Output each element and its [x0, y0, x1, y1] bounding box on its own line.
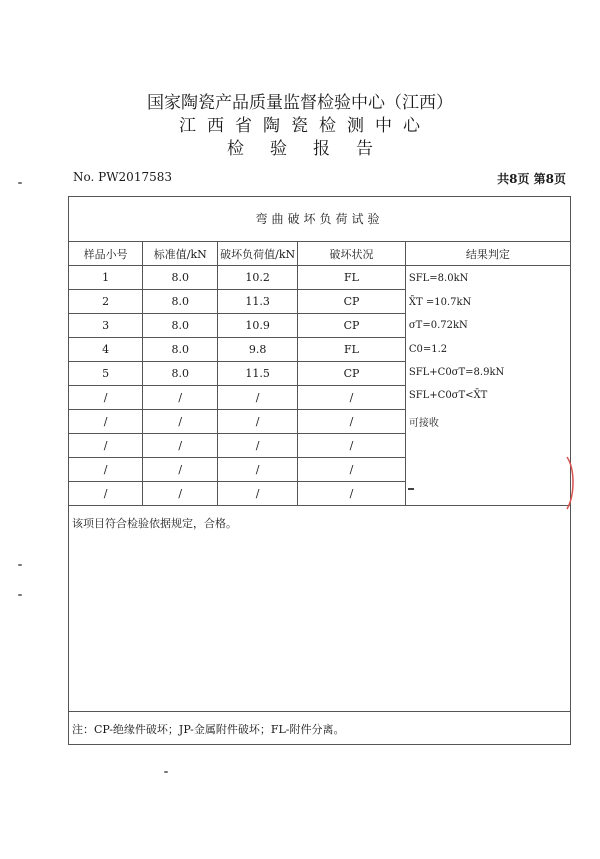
load-value-cell: / [218, 386, 298, 410]
load-value-cell: 11.5 [218, 362, 298, 386]
sample-no-cell: 5 [69, 362, 143, 386]
standard-value-cell: 8.0 [143, 314, 218, 338]
page-info: 共8页 第8页 [497, 172, 566, 186]
col-header-failure: 破坏状况 [298, 242, 406, 266]
load-value-cell: 9.8 [218, 338, 298, 362]
standard-value-cell: / [143, 434, 218, 458]
failure-mode-cell: CP [298, 362, 406, 386]
report-frame [68, 196, 571, 745]
report-number: No. PW2017583 [73, 170, 172, 184]
col-header-load: 破坏负荷值/kN [218, 242, 298, 266]
load-value-cell: / [218, 410, 298, 434]
sample-no-cell: / [69, 434, 143, 458]
scan-speck [18, 564, 22, 566]
load-value-cell: 10.9 [218, 314, 298, 338]
standard-value-cell: / [143, 482, 218, 506]
load-value-cell: / [218, 458, 298, 482]
col-header-standard: 标准值/kN [143, 242, 218, 266]
end-mark [408, 488, 414, 490]
result-line: SFL+C0σT=8.9kN [408, 367, 505, 378]
notes-divider [69, 711, 570, 712]
sample-no-cell: 4 [69, 338, 143, 362]
result-line: 可接收 [408, 418, 439, 429]
standard-value-cell: / [143, 458, 218, 482]
table-header-row [69, 242, 570, 266]
result-line: X̄T =10.7kN [408, 297, 472, 308]
load-value-cell: / [218, 482, 298, 506]
scan-speck [164, 771, 168, 773]
load-value-cell: / [218, 434, 298, 458]
load-value-cell: 10.2 [218, 266, 298, 290]
sample-no-cell: / [69, 386, 143, 410]
failure-mode-cell: / [298, 434, 406, 458]
sample-no-cell: 1 [69, 266, 143, 290]
failure-mode-cell: / [298, 482, 406, 506]
standard-value-cell: / [143, 410, 218, 434]
result-line: SFL=8.0kN [408, 273, 469, 284]
lab-name: 江西省陶瓷检测中心 [179, 116, 431, 136]
col-header-sample: 样品小号 [69, 242, 143, 266]
standard-value-cell: 8.0 [143, 266, 218, 290]
sample-no-cell: 2 [69, 290, 143, 314]
report-title: 检验报告 [227, 139, 399, 159]
result-line: C0=1.2 [408, 344, 448, 355]
scan-speck [18, 182, 22, 184]
stamp-edge-mark [555, 455, 579, 511]
conclusion-text: 该项目符合检验依据规定，合格。 [72, 517, 237, 530]
sample-no-cell: / [69, 410, 143, 434]
standard-value-cell: 8.0 [143, 338, 218, 362]
failure-mode-cell: CP [298, 290, 406, 314]
failure-mode-cell: FL [298, 266, 406, 290]
standard-value-cell: 8.0 [143, 362, 218, 386]
result-judgement-cell [405, 266, 570, 506]
sample-no-cell: / [69, 458, 143, 482]
institution-name: 国家陶瓷产品质量监督检验中心（江西） [147, 93, 453, 113]
table-row [69, 266, 570, 290]
results-table [69, 242, 570, 506]
failure-mode-cell: FL [298, 338, 406, 362]
failure-mode-cell: / [298, 458, 406, 482]
failure-mode-cell: / [298, 410, 406, 434]
section-title: 弯曲破坏负荷试验 [69, 197, 570, 242]
scan-speck [18, 594, 22, 596]
failure-mode-cell: CP [298, 314, 406, 338]
col-header-result: 结果判定 [405, 242, 570, 266]
result-line: SFL+C0σT<X̄T [408, 390, 488, 401]
notes-text: 注：CP-绝缘件破坏；JP-金属附件破坏；FL-附件分离。 [72, 723, 345, 736]
standard-value-cell: 8.0 [143, 290, 218, 314]
load-value-cell: 11.3 [218, 290, 298, 314]
sample-no-cell: 3 [69, 314, 143, 338]
failure-mode-cell: / [298, 386, 406, 410]
result-line: σT=0.72kN [408, 320, 468, 331]
sample-no-cell: / [69, 482, 143, 506]
standard-value-cell: / [143, 386, 218, 410]
